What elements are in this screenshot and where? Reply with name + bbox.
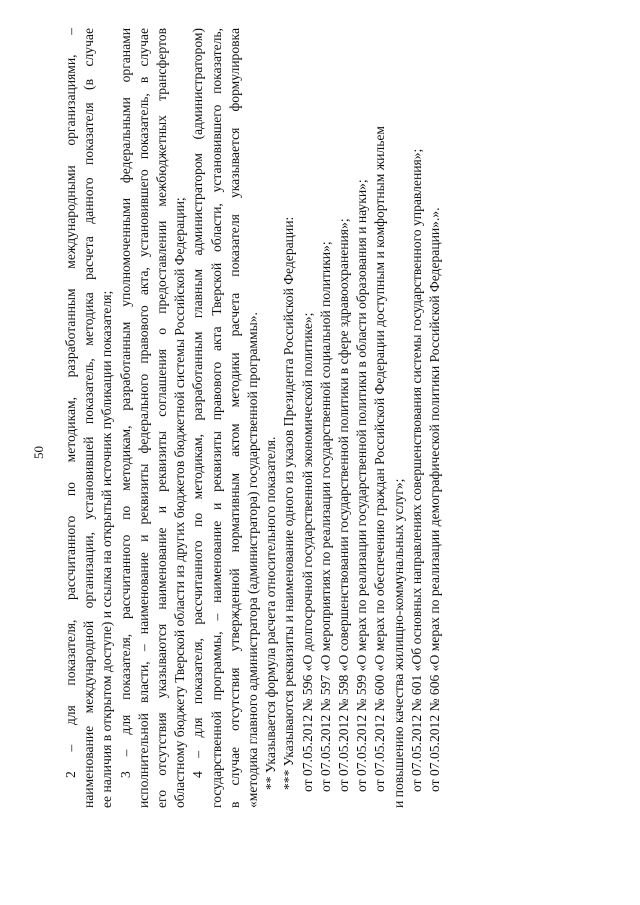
text-line: ее наличия в открытом доступе) и ссылка на открытый источник публикации показателя; (99, 290, 115, 808)
text-line: ** Указывается формула расчета относительного показателя. (263, 436, 279, 790)
text-line: от 07.05.2012 № 601 «Об основных направлениях совершенствования системы государственного управления»; (408, 148, 424, 792)
text-line: исполнительной власти, – наименование и реквизиты федерального правового акта, установившего показатель, в случае (135, 28, 151, 808)
text-line: от 07.05.2012 № 599 «О мерах по реализации государственной политики в области образования и науки»; (354, 179, 370, 792)
document-body (62, 28, 444, 808)
text-line: 4 – для показателя, рассчитанного по методикам, разработанным главным администратором (администратором) (190, 28, 206, 778)
text-line: в случае отсутствия утвержденной нормативным актом методики расчета показателя указывается формулировка (226, 28, 242, 808)
text-line: 2 – для показателя, рассчитанного по методикам, разработанным международными организациями, – (63, 28, 78, 778)
text-line: и повышению качества жилищно-коммунальных услуг»; (390, 478, 406, 808)
text-line: от 07.05.2012 № 606 «О мерах по реализации демографической политики Российской Федерации».». (426, 207, 442, 792)
text-line: его отсутствия указываются наименование и реквизиты соглашения о предоставлении межбюджетных трансфертов (153, 28, 169, 808)
text-line: наименование международной организации, установившей показатель, методика расчета данного показателя (в случае (81, 28, 97, 808)
text-line: от 07.05.2012 № 600 «О мерах по обеспечению граждан Российской Федерации доступным и комфортным жильем (372, 125, 388, 792)
text-line: от 07.05.2012 № 597 «О мероприятиях по реализации государственной социальной политики»; (317, 241, 333, 792)
text-line: государственной программы, – наименование и реквизиты правового акта Тверской области, установившего показатель, (208, 28, 224, 808)
text-line: 3 – для показателя, рассчитанного по методикам, разработанным уполномоченными федеральными органами (117, 28, 133, 778)
text-line: областному бюджету Тверской области из других бюджетов бюджетной системы Российской Федерации; (172, 197, 188, 808)
text-line: *** Указываются реквизиты и наименование одного из указов Президента Российской Федерации: (281, 216, 297, 790)
text-line: «методика главного администратора (администратора) государственной программы». (244, 312, 260, 808)
text-line: от 07.05.2012 № 598 «О совершенствовании государственной политики в сфере здравоохранения»; (335, 218, 351, 792)
text-line: от 07.05.2012 № 596 «О долгосрочной государственной экономической политике»; (299, 312, 315, 792)
page-number: 50 (31, 446, 46, 459)
